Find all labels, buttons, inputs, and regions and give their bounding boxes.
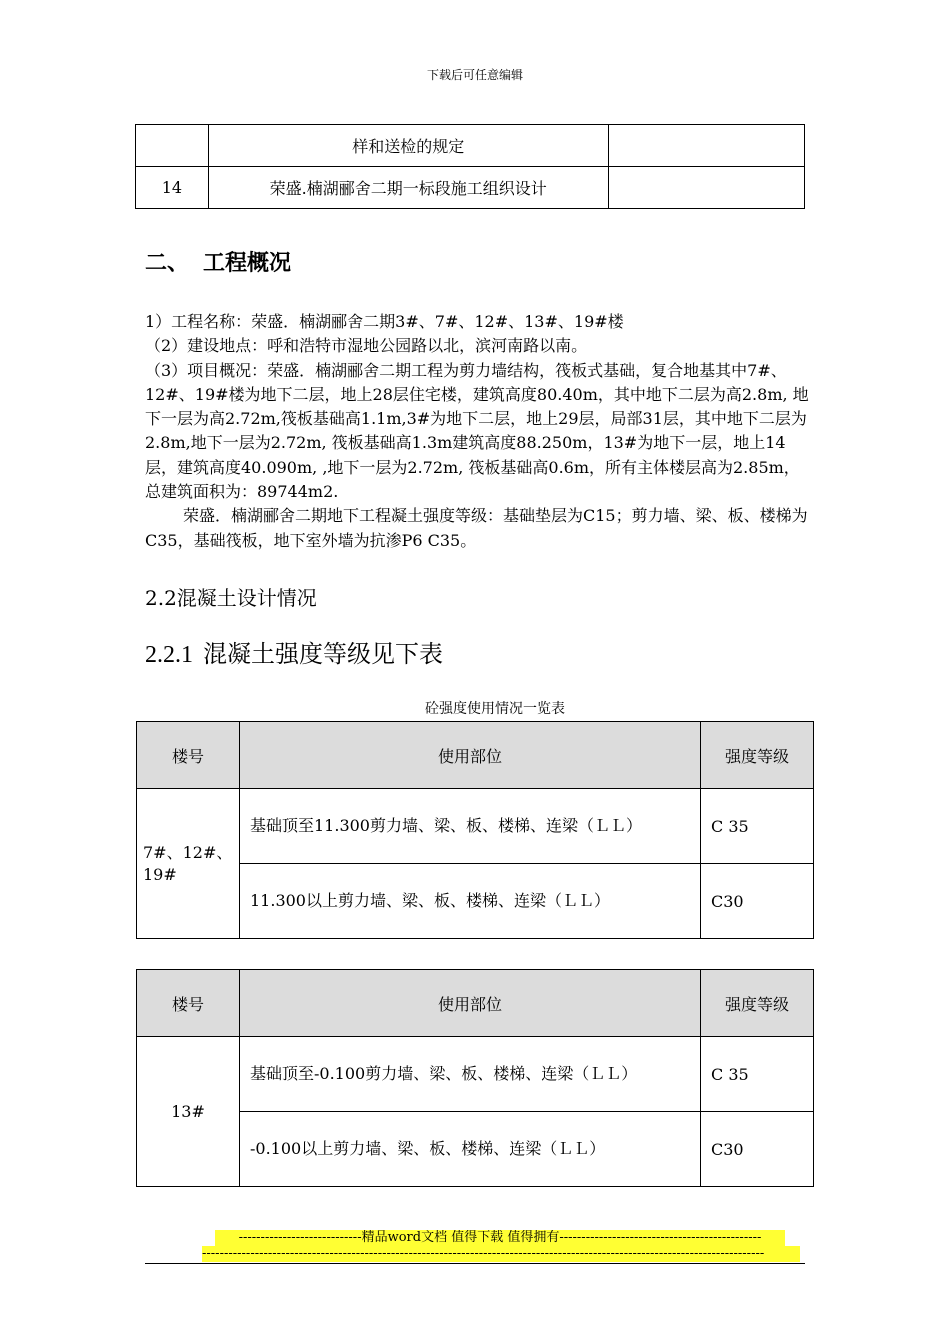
- subsection-heading-2-2: 2.2混凝土设计情况: [145, 586, 317, 610]
- ref-no-cell: 14: [136, 167, 209, 209]
- project-name-paragraph: 1）工程名称：荣盛．楠湖郦舍二期3#、7#、12#、13#、19#楼: [145, 312, 624, 331]
- building-cell: 13#: [137, 1037, 240, 1187]
- header-part: 使用部位: [240, 970, 701, 1037]
- subsection-number: 2.2.1: [145, 642, 193, 668]
- ref-no-cell: [136, 125, 209, 167]
- concrete-grade-table-2: [136, 969, 814, 1187]
- header-building: 楼号: [137, 722, 240, 789]
- table-caption: 砼强度使用情况一览表: [425, 701, 565, 717]
- location-paragraph: （2）建设地点：呼和浩特市湿地公园路以北，滨河南路以南。: [145, 336, 588, 356]
- part-cell: 基础顶至11.300剪力墙、梁、板、楼梯、连梁（ＬＬ）: [240, 789, 701, 864]
- part-cell: 11.300以上剪力墙、梁、板、楼梯、连梁（ＬＬ）: [240, 864, 701, 939]
- header-building: 楼号: [137, 970, 240, 1037]
- ref-note-cell: [608, 167, 804, 209]
- page-header-note: 下载后可任意编辑: [426, 68, 523, 82]
- header-grade: 强度等级: [701, 970, 814, 1037]
- table-row: [136, 167, 805, 209]
- part-cell: 基础顶至-0.100剪力墙、梁、板、楼梯、连梁（ＬＬ）: [240, 1037, 701, 1112]
- grade-cell: C30: [701, 864, 814, 939]
- section-title-text: 工程概况: [203, 250, 292, 276]
- table-row: [136, 125, 805, 167]
- footer-banner-dashes: --------------------------------------------------------------------------------------------------------------------------------: [202, 1246, 800, 1262]
- section-title: [145, 246, 291, 277]
- grade-cell: C 35: [701, 1037, 814, 1112]
- ref-name-cell: 荣盛.楠湖郦舍二期一标段施工组织设计: [208, 167, 608, 209]
- table-header-row: [137, 722, 814, 789]
- table-row: [137, 789, 814, 864]
- header-grade: 强度等级: [701, 722, 814, 789]
- footer-divider: [145, 1263, 805, 1264]
- footer-banner: ----------------------------精品word文档 值得下载 值得拥有----------------------------------------------: [215, 1230, 785, 1246]
- table-row: [137, 1037, 814, 1112]
- grade-cell: C30: [701, 1112, 814, 1187]
- subsection-heading-2-2-1: [145, 634, 443, 669]
- overview-paragraph: （3）项目概况：荣盛．楠湖郦舍二期工程为剪力墙结构，筏板式基础，复合地基其中7#、12#、19#楼为地下二层，地上28层住宅楼，建筑高度80.40m，其中地下二层为高2.8m, 地下一层为高2.72m,筏板基础高1.1m,3#为地下二层，地上29层，局部31层，其中地下二层为2.8m,地下一层为2.72m, 筏板基础高1.3m建筑高度88.250m，13#为地下一层，地上14层，建筑高度40.090m, ,地下一层为2.72m, 筏板基础高0.6m，所有主体楼层高为2.85m，总建筑面积为：89744m2.: [145, 360, 809, 502]
- section-number: 二、: [145, 250, 190, 276]
- grade-cell: C 35: [701, 789, 814, 864]
- project-overview: [145, 310, 810, 553]
- building-cell: 7#、12#、19#: [137, 789, 240, 939]
- table-header-row: [137, 970, 814, 1037]
- header-part: 使用部位: [240, 722, 701, 789]
- ref-note-cell: [608, 125, 804, 167]
- part-cell: -0.100以上剪力墙、梁、板、楼梯、连梁（ＬＬ）: [240, 1112, 701, 1187]
- concrete-grade-table-1: [136, 721, 814, 939]
- reference-table: [135, 124, 805, 209]
- subsection-title: 混凝土强度等级见下表: [203, 642, 443, 668]
- ref-name-cell: 样和送检的规定: [208, 125, 608, 167]
- concrete-grade-paragraph: 荣盛．楠湖郦舍二期地下工程凝土强度等级：基础垫层为C15；剪力墙、梁、板、楼梯为C35，基础筏板，地下室外墙为抗渗P6 C35。: [145, 506, 808, 550]
